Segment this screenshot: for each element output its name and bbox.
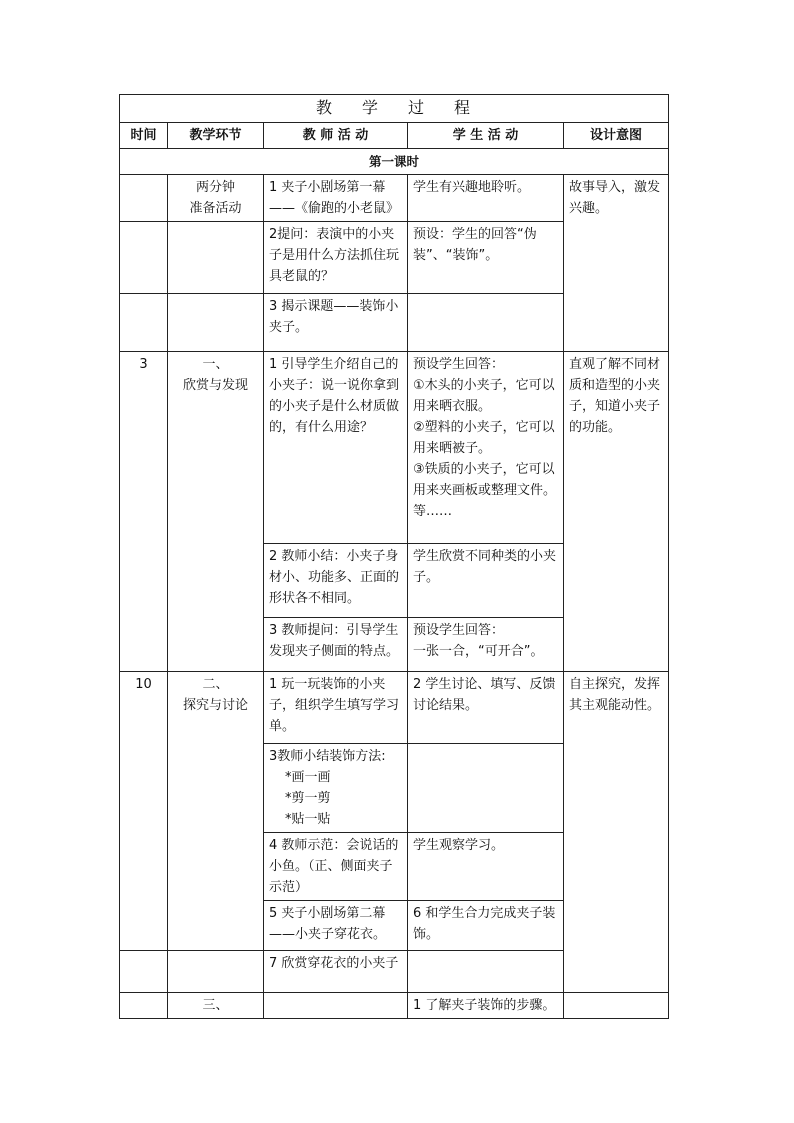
student-cell — [408, 951, 564, 993]
teacher-cell: 2提问：表演中的小夹子是用什么方法抓住玩具老鼠的？ — [264, 222, 408, 294]
student-cell: 6 和学生合力完成夹子装饰。 — [408, 901, 564, 951]
teacher-cell: 4 教师示范：会说话的小鱼。（正、侧面夹子示范） — [264, 833, 408, 901]
teacher-cell: 5 夹子小剧场第二幕——小夹子穿花衣。 — [264, 901, 408, 951]
teacher-cell: 3 揭示课题——装饰小夹子。 — [264, 294, 408, 352]
stage-cell — [168, 222, 264, 294]
teacher-cell: 2 教师小结：小夹子身材小、功能多、正面的形状各不相同。 — [264, 544, 408, 618]
student-cell — [408, 744, 564, 833]
table-title: 教 学 过 程 — [120, 95, 669, 123]
stage-cell: 两分钟 准备活动 — [168, 175, 264, 222]
student-cell: 2 学生讨论、填写、反馈讨论结果。 — [408, 672, 564, 744]
header-row — [120, 123, 669, 149]
header-stage: 教学环节 — [168, 123, 264, 149]
intent-cell — [564, 993, 669, 1019]
stage-cell: 三、 — [168, 993, 264, 1019]
time-cell — [120, 951, 168, 993]
table-row — [120, 672, 669, 744]
time-cell: 3 — [120, 352, 168, 672]
stage-cell: 二、 探究与讨论 — [168, 672, 264, 951]
table-row — [120, 175, 669, 222]
teacher-cell: 1 引导学生介绍自己的小夹子：说一说你拿到的小夹子是什么材质做的，有什么用途？ — [264, 352, 408, 544]
teacher-cell — [264, 993, 408, 1019]
header-student: 学 生 活 动 — [408, 123, 564, 149]
stage-cell: 一、 欣赏与发现 — [168, 352, 264, 672]
student-cell: 预设：学生的回答“伪装”、“装饰”。 — [408, 222, 564, 294]
intent-cell: 直观了解不同材质和造型的小夹子，知道小夹子的功能。 — [564, 352, 669, 672]
time-cell — [120, 175, 168, 222]
teacher-cell: 1 夹子小剧场第一幕 ——《偷跑的小老鼠》 — [264, 175, 408, 222]
teaching-process-table — [119, 94, 669, 1019]
lesson-label: 第一课时 — [120, 149, 669, 175]
time-cell — [120, 294, 168, 352]
student-cell: 学生观察学习。 — [408, 833, 564, 901]
teacher-cell: 3 教师提问：引导学生发现夹子侧面的特点。 — [264, 618, 408, 672]
intent-cell: 故事导入，激发兴趣。 — [564, 175, 669, 352]
time-cell — [120, 222, 168, 294]
student-cell: 预设学生回答： ①木头的小夹子，它可以用来晒衣服。 ②塑料的小夹子，它可以用来晒被子。 ③铁质的小夹子，它可以用来夹画板或整理文件。等…… — [408, 352, 564, 544]
header-intent: 设计意图 — [564, 123, 669, 149]
stage-cell — [168, 294, 264, 352]
time-cell — [120, 993, 168, 1019]
header-time: 时间 — [120, 123, 168, 149]
teacher-cell: 3教师小结装饰方法: *画一画 *剪一剪 *贴一贴 — [264, 744, 408, 833]
teacher-cell: 1 玩一玩装饰的小夹子，组织学生填写学习单。 — [264, 672, 408, 744]
header-teacher: 教 师 活 动 — [264, 123, 408, 149]
teacher-cell: 7 欣赏穿花衣的小夹子 — [264, 951, 408, 993]
student-cell: 学生有兴趣地聆听。 — [408, 175, 564, 222]
stage-cell — [168, 951, 264, 993]
intent-cell: 自主探究，发挥其主观能动性。 — [564, 672, 669, 993]
table-row — [120, 993, 669, 1019]
student-cell — [408, 294, 564, 352]
student-cell: 1 了解夹子装饰的步骤。 — [408, 993, 564, 1019]
student-cell: 预设学生回答： 一张一合，“可开合”。 — [408, 618, 564, 672]
time-cell: 10 — [120, 672, 168, 951]
table-row — [120, 352, 669, 544]
student-cell: 学生欣赏不同种类的小夹子。 — [408, 544, 564, 618]
